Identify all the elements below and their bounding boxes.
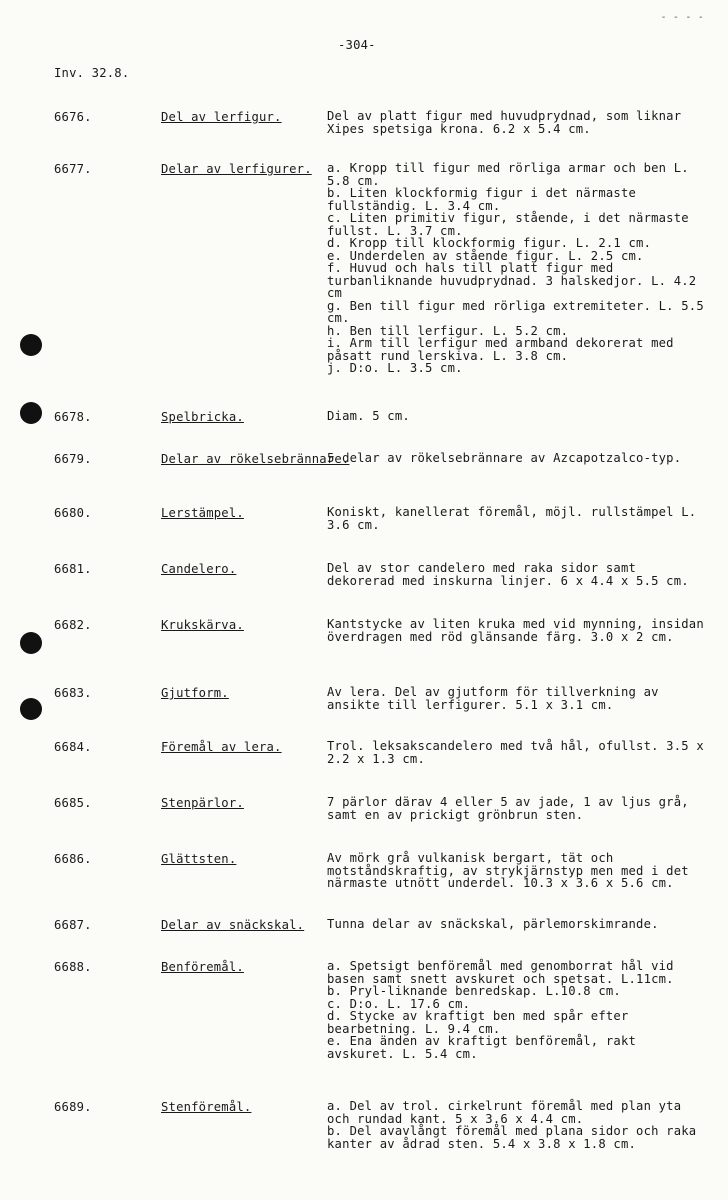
- entry-number: 6689.: [54, 1100, 92, 1114]
- entry-title: Glättsten.: [161, 852, 237, 866]
- entry-description: Kantstycke av liten kruka med vid mynning, insidan överdragen med röd glänsande färg. 3.0 x 2 cm.: [327, 617, 712, 644]
- entry-title: Föremål av lera.: [161, 740, 282, 754]
- entry-number: 6684.: [54, 740, 92, 754]
- punch-hole: [20, 632, 42, 654]
- entry-number: 6688.: [54, 960, 92, 974]
- entry-description: Tunna delar av snäckskal, pärlemorskimrande.: [327, 917, 659, 931]
- entry-title: Spelbricka.: [161, 410, 244, 424]
- entry-title: Krukskärva.: [161, 618, 244, 632]
- entry-number: 6680.: [54, 506, 92, 520]
- inventory-label: Inv. 32.8.: [54, 66, 130, 80]
- punch-hole: [20, 402, 42, 424]
- entry-title: Benföremål.: [161, 960, 244, 974]
- entry-description: Trol. leksakscandelero med två hål, ofullst. 3.5 x 2.2 x 1.3 cm.: [327, 739, 712, 766]
- corner-mark: - - - -: [660, 12, 704, 23]
- entry-description: 5 delar av rökelsebrännare av Azcapotzalco-typ.: [327, 451, 682, 465]
- entry-number: 6678.: [54, 410, 92, 424]
- entry-title: Candelero.: [161, 562, 237, 576]
- entry-description: Av lera. Del av gjutform för tillverkning av ansikte till lerfigurer. 5.1 x 3.1 cm.: [327, 685, 667, 712]
- entry-description: a. Kropp till figur med rörliga armar och ben L. 5.8 cm. b. Liten klockformig figur i det närmaste fullständig. L. 3.4 cm. c. Liten primitiv figur, stående, i det närmaste fullst. L. 3.7 cm. d. Kropp till klockformig figur. L. 2.1 cm. e. Underdelen av stående figur. L. 2.5 cm. f. Huvud och hals till platt figur med turbanliknande huvudprydnad. 3 halskedjor. L. 4.2 cm g. Ben till figur med rörliga extremiteter. L. 5.5 cm. h. Ben till lerfigur. L. 5.2 cm. i. Arm till lerfigur med armband dekorerat med påsatt rund lerskiva. L. 3.8 cm. j. D:o. L. 3.5 cm.: [327, 161, 704, 375]
- entry-title: Stenföremål.: [161, 1100, 252, 1114]
- entry-number: 6676.: [54, 110, 92, 124]
- entry-description: a. Spetsigt benföremål med genomborrat hål vid basen samt snett avskuret och spetsat. L.11cm. b. Pryl-liknande benredskap. L.10.8 cm. c. D:o. L. 17.6 cm. d. Stycke av kraftigt ben med spår efter bearbetning. L. 9.4 cm. e. Ena änden av kraftigt benföremål, rakt avskuret. L. 5.4 cm.: [327, 959, 674, 1061]
- entry-description: 7 pärlor därav 4 eller 5 av jade, 1 av ljus grå, samt en av prickigt grönbrun sten.: [327, 795, 697, 822]
- entry-description: Av mörk grå vulkanisk bergart, tät och motståndskraftig, av strykjärnstyp men med i det närmaste utnött underdel. 10.3 x 3.6 x 5.6 cm.: [327, 851, 697, 890]
- entry-title: Lerstämpel.: [161, 506, 244, 520]
- entry-description: Del av platt figur med huvudprydnad, som liknar Xipes spetsiga krona. 6.2 x 5.4 cm.: [327, 109, 689, 136]
- punch-hole: [20, 334, 42, 356]
- entry-title: Delar av rökelsebrännare.: [161, 452, 350, 466]
- entry-number: 6683.: [54, 686, 92, 700]
- entry-number: 6677.: [54, 162, 92, 176]
- entry-number: 6686.: [54, 852, 92, 866]
- entry-title: Gjutform.: [161, 686, 229, 700]
- entry-number: 6687.: [54, 918, 92, 932]
- page-number: -304-: [338, 38, 376, 52]
- entry-description: Del av stor candelero med raka sidor samt dekorerad med inskurna linjer. 6 x 4.4 x 5.5 cm.: [327, 561, 689, 588]
- punch-hole: [20, 698, 42, 720]
- entry-title: Del av lerfigur.: [161, 110, 282, 124]
- entry-number: 6679.: [54, 452, 92, 466]
- entry-number: 6685.: [54, 796, 92, 810]
- entry-title: Delar av lerfigurer.: [161, 162, 312, 176]
- entry-title: Stenpärlor.: [161, 796, 244, 810]
- entry-number: 6681.: [54, 562, 92, 576]
- entry-number: 6682.: [54, 618, 92, 632]
- entry-description: Koniskt, kanellerat föremål, möjl. rullstämpel L. 3.6 cm.: [327, 505, 704, 532]
- entry-description: a. Del av trol. cirkelrunt föremål med plan yta och rundad kant. 5 x 3.6 x 4.4 cm. b. Del avavlångt föremål med plana sidor och raka kanter av ådrad sten. 5.4 x 3.8 x 1.8 cm.: [327, 1099, 697, 1151]
- entry-title: Delar av snäckskal.: [161, 918, 305, 932]
- entry-description: Diam. 5 cm.: [327, 409, 410, 423]
